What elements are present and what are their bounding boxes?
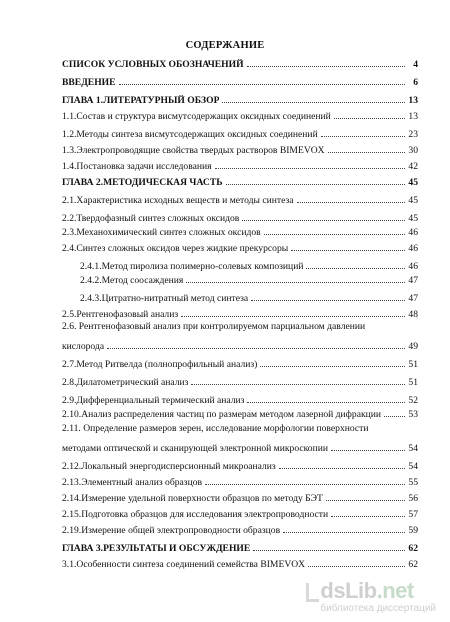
toc-entry-text: Дилатометрический анализ (76, 377, 189, 388)
toc-page-number: 4 (413, 59, 418, 70)
leader-dots (247, 66, 405, 67)
toc-entry-number: 2.13. (62, 477, 82, 488)
toc-entry-text: Элементный анализ образцов (81, 477, 203, 488)
toc-page-number: 52 (408, 395, 418, 406)
leader-dots (279, 468, 405, 469)
toc-entry[interactable] (62, 506, 418, 520)
toc-page-number: 49 (408, 341, 418, 352)
watermark-logo (320, 580, 436, 602)
toc-entry-text: Рентгенофазовый анализ при контролируемом парциальном давлении (78, 321, 366, 332)
toc-entry[interactable] (62, 74, 418, 88)
toc-entry-text: ЛИТЕРАТУРНЫЙ ОБЗОР (103, 95, 220, 106)
toc-entry[interactable] (62, 392, 418, 406)
toc-entry-number: 2.9. (62, 395, 77, 406)
toc-page-number: 54 (408, 461, 418, 472)
toc-entry-text: Метод пиролиза полимерно-солевых композиций (101, 261, 304, 272)
toc-entry-text: Метод соосаждения (101, 275, 184, 286)
toc-entry-number: 2.4.3. (80, 293, 102, 304)
leader-dots (283, 532, 405, 533)
leader-dots (260, 366, 405, 367)
toc-entry-number: 1.4. (62, 161, 77, 172)
toc-page-number: 46 (408, 227, 418, 238)
leader-dots (308, 566, 405, 567)
toc-entry[interactable] (62, 158, 418, 172)
toc-entry-number: 2.4. (62, 243, 77, 254)
toc-entry-text: Локальный энергодисперсионный микроанализ (81, 461, 276, 472)
toc-entry[interactable] (62, 374, 418, 388)
toc-entry-number: 2.2. (62, 213, 77, 224)
toc-page-number: 51 (408, 359, 418, 370)
toc-page-number: 55 (408, 477, 418, 488)
toc-page-number: 46 (408, 261, 418, 272)
watermark-logo-main: dsLib (320, 578, 377, 603)
watermark (320, 580, 436, 614)
toc-entry[interactable] (62, 406, 418, 420)
toc-entry-number: 2.6. (62, 321, 79, 332)
toc-page-number: 59 (408, 525, 418, 536)
toc-entry-text: Дифференциальный термический анализ (76, 395, 245, 406)
toc-page-number: 47 (408, 275, 418, 286)
toc-entry[interactable] (62, 490, 418, 504)
toc-entry[interactable] (62, 210, 418, 224)
leader-dots (264, 234, 405, 235)
toc-entry[interactable] (80, 290, 418, 304)
toc-entry-number: 2.11. (62, 423, 84, 434)
toc-entry-text: Метод Ритвелда (полнопрофильный анализ) (76, 359, 258, 370)
toc-page-number: 51 (408, 377, 418, 388)
leader-dots (384, 416, 405, 417)
toc-entry-number: 1.1. (62, 111, 77, 122)
toc-entry-text: Рентгенофазовый анализ (76, 309, 179, 320)
toc-entry[interactable] (62, 240, 418, 254)
toc-entry-text: Постановка задачи исследования (76, 161, 212, 172)
leader-dots (226, 184, 405, 185)
toc-entry-number: 2.3. (62, 227, 77, 238)
leader-dots (215, 168, 405, 169)
leader-dots (181, 316, 405, 317)
toc-entry[interactable] (62, 356, 418, 370)
toc-page-number: 45 (408, 213, 418, 224)
toc-page-number: 62 (408, 559, 418, 570)
toc-entry[interactable] (62, 440, 418, 454)
logo-mark-icon (306, 583, 319, 602)
toc-page-number: 62 (408, 543, 418, 554)
leader-dots (247, 402, 405, 403)
toc-entry-number: 1.3. (62, 145, 77, 156)
toc-entry[interactable] (62, 126, 418, 140)
toc-entry-number: 2.8. (62, 377, 77, 388)
toc-entry-text: СПИСОК УСЛОВНЫХ ОБОЗНАЧЕНИЙ (62, 59, 244, 70)
toc-page-number: 30 (408, 145, 418, 156)
leader-dots (331, 516, 405, 517)
toc-entry[interactable] (62, 306, 418, 320)
toc-entry-number: 2.7. (62, 359, 77, 370)
toc-entry-text: Анализ распределения частиц по размерам методом лазерной дифракции (81, 409, 382, 420)
toc-page-number: 47 (408, 293, 418, 304)
leader-dots (331, 450, 405, 451)
leader-dots (328, 152, 405, 153)
toc-entry-text: Методы синтеза висмутсодержащих оксидных соединений (76, 129, 318, 140)
toc-entry[interactable] (62, 474, 418, 488)
leader-dots (205, 484, 405, 485)
toc-entry-number: 2.12. (62, 461, 82, 472)
toc-entry-text: Электропроводящие свойства твердых растворов BIMEVOX (76, 145, 325, 156)
toc-entry[interactable] (80, 258, 418, 272)
toc-entry-number: 2.14. (62, 493, 82, 504)
toc-entry-text-continued: кислорода (62, 341, 105, 352)
toc-entry-number: ГЛАВА 2. (62, 177, 104, 188)
leader-dots (251, 300, 405, 301)
toc-entry-number: 2.4.2. (80, 275, 102, 286)
toc-entry-text: Особенности синтеза соединений семейства BIMEVOX (76, 559, 306, 570)
leader-dots (107, 348, 405, 349)
leader-dots (306, 268, 405, 269)
toc-entry[interactable] (62, 540, 418, 554)
leader-dots (253, 550, 405, 551)
toc-entry-text: ВВЕДЕНИЕ (62, 77, 116, 88)
toc-entry-text: Синтез сложных оксидов через жидкие прекурсоры (76, 243, 289, 254)
toc-page-number: 48 (408, 309, 418, 320)
toc-page-number: 46 (408, 243, 418, 254)
toc-entry-text-continued: методами оптической и сканирующей электронной микроскопии (62, 443, 329, 454)
toc-entry[interactable] (62, 108, 418, 122)
leader-dots (119, 84, 405, 85)
leader-dots (222, 102, 405, 103)
leader-dots (191, 384, 405, 385)
toc-entry-text: Цитратно-нитратный метод синтеза (101, 293, 249, 304)
toc-entry-number: ГЛАВА 1. (62, 95, 104, 106)
toc-page-number: 13 (408, 111, 418, 122)
toc-entry[interactable] (62, 224, 418, 238)
leader-dots (334, 118, 405, 119)
toc-entry-text: Твердофазный синтез сложных оксидов (76, 213, 240, 224)
toc-entry-text: МЕТОДИЧЕСКАЯ ЧАСТЬ (103, 177, 223, 188)
toc-entry-number: 2.10. (62, 409, 82, 420)
toc-page-number: 45 (408, 177, 418, 188)
toc-entry-text: Измерение удельной поверхности образцов по методу БЭТ (81, 493, 323, 504)
leader-dots (291, 250, 405, 251)
toc-entry-text: Измерение общей электропроводности образцов (81, 525, 281, 536)
toc-entry-number: 2.15. (62, 509, 82, 520)
toc-entry-number: 1.2. (62, 129, 77, 140)
toc-entry-number: 2.5. (62, 309, 77, 320)
toc-entry-number: 2.4.1. (80, 261, 102, 272)
toc-entry-text: Состав и структура висмутсодержащих оксидных соединений (76, 111, 331, 122)
toc-entry-text: Механохимический синтез сложных оксидов (76, 227, 261, 238)
toc-entry-number: 2.19. (62, 525, 82, 536)
toc-page-number: 54 (408, 443, 418, 454)
toc-entry-text: Подготовка образцов для исследования электропроводности (81, 509, 329, 520)
toc-entry-number: ГЛАВА 3. (62, 543, 104, 554)
watermark-subtitle: библиотека диссертаций (320, 603, 436, 614)
toc-entry[interactable] (62, 56, 418, 70)
leader-dots (186, 282, 405, 283)
toc-page-number: 56 (408, 493, 418, 504)
leader-dots (297, 202, 406, 203)
toc-entry-text: РЕЗУЛЬТАТЫ И ОБСУЖДЕНИЕ (103, 543, 251, 554)
toc-entry-text: Определение размеров зерен, исследование морфологии поверхности (83, 423, 369, 434)
toc-page-number: 45 (408, 195, 418, 206)
toc-page-number: 23 (408, 129, 418, 140)
leader-dots (326, 500, 405, 501)
watermark-logo-tld: .net (376, 578, 414, 603)
toc-entry-line (62, 320, 365, 334)
toc-entry[interactable] (62, 174, 418, 188)
toc-entry[interactable] (62, 142, 418, 156)
toc-entry[interactable] (62, 192, 418, 206)
toc-entry-text: Характеристика исходных веществ и методы синтеза (76, 195, 294, 206)
toc-page-number: 13 (408, 95, 418, 106)
toc-entry-line (62, 422, 369, 436)
toc-entry[interactable] (62, 522, 418, 536)
toc-page-number: 53 (408, 409, 418, 420)
page-title: СОДЕРЖАНИЕ (185, 40, 265, 51)
toc-page-number: 57 (408, 509, 418, 520)
toc-entry[interactable] (62, 338, 418, 352)
toc-entry[interactable] (80, 272, 418, 286)
toc-entry-number: 2.1. (62, 195, 77, 206)
toc-entry[interactable] (62, 556, 418, 570)
leader-dots (321, 136, 405, 137)
toc-entry-number: 3.1. (62, 559, 77, 570)
toc-entry[interactable] (62, 92, 418, 106)
toc-entry[interactable] (62, 458, 418, 472)
toc-page-number: 42 (408, 161, 418, 172)
toc-page-number: 6 (413, 77, 418, 88)
leader-dots (242, 220, 405, 221)
